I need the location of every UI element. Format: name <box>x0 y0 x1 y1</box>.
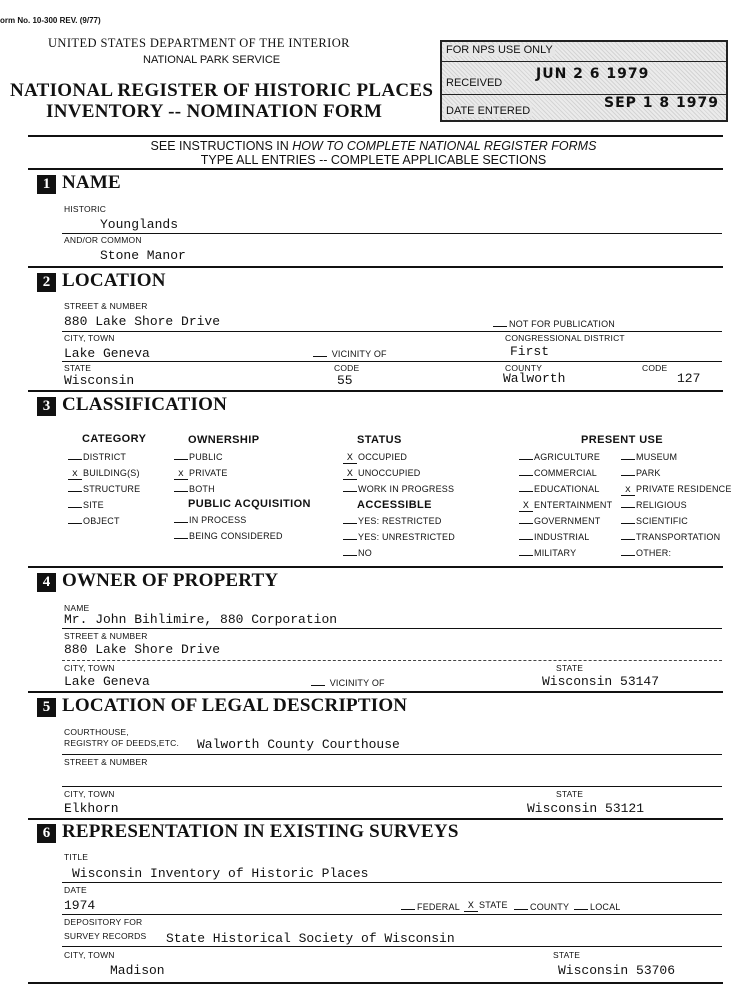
acquisition-checkbox-in-process <box>174 515 247 525</box>
present-use-heading: PRESENT USE <box>581 434 664 446</box>
accessible-checkbox-no <box>343 548 372 558</box>
check-mark <box>519 523 533 524</box>
section-1-heading: NAME <box>62 172 121 193</box>
accessible-heading: ACCESSIBLE <box>357 499 432 511</box>
check-mark <box>174 491 188 492</box>
category-checkbox-structure <box>68 484 140 494</box>
check-mark <box>174 459 188 460</box>
city-town-label: CITY, TOWN <box>64 333 115 343</box>
check-mark <box>519 491 533 492</box>
historic-name-value: Younglands <box>100 217 179 232</box>
use-checkbox-religious <box>621 500 687 510</box>
date-entered-stamp: SEP 1 8 1979 <box>604 95 719 111</box>
checkbox-label: COMMERCIAL <box>534 468 598 478</box>
depository-city-label: CITY, TOWN <box>64 950 115 960</box>
section-6-number: 6 <box>37 824 56 843</box>
county-code-value: 127 <box>677 371 701 386</box>
category-checkbox-building-s <box>68 468 140 480</box>
check-mark <box>68 491 82 492</box>
check-mark: x <box>174 470 188 480</box>
section-4-heading: OWNER OF PROPERTY <box>62 570 279 591</box>
received-date-stamp: JUN 2 6 1979 <box>536 66 650 82</box>
checkbox-label: PRIVATE RESIDENCE <box>636 484 732 494</box>
depository-city-value: Madison <box>110 963 165 978</box>
level-county: COUNTY <box>514 902 569 912</box>
courthouse-label: COURTHOUSE, <box>64 727 129 737</box>
county-label: COUNTY <box>505 363 543 373</box>
check-mark <box>174 538 188 539</box>
use-checkbox-agriculture <box>519 452 600 462</box>
use-checkbox-museum <box>621 452 677 462</box>
use-checkbox-entertainment <box>519 500 612 512</box>
level-state: X STATE <box>464 900 508 912</box>
check-mark <box>343 555 357 556</box>
check-mark <box>174 522 188 523</box>
check-mark <box>621 555 635 556</box>
checkbox-label: STRUCTURE <box>83 484 141 494</box>
use-checkbox-government <box>519 516 601 526</box>
owner-name-label: NAME <box>64 603 90 613</box>
courthouse-value: Walworth County Courthouse <box>197 737 400 752</box>
state-value: Wisconsin <box>64 373 135 388</box>
category-heading: CATEGORY <box>82 433 147 445</box>
congressional-district-value: First <box>510 344 550 359</box>
section-3-number: 3 <box>37 397 56 416</box>
use-checkbox-educational <box>519 484 600 494</box>
ownership-checkbox-public <box>174 452 223 462</box>
check-mark <box>68 523 82 524</box>
checkbox-label: SCIENTIFIC <box>636 516 689 526</box>
instructions-line1: SEE INSTRUCTIONS IN HOW TO COMPLETE NATIONAL REGISTER FORMS <box>150 139 597 153</box>
checkbox-label: BEING CONSIDERED <box>189 531 283 541</box>
check-mark: x <box>621 486 635 496</box>
section-6-heading: REPRESENTATION IN EXISTING SURVEYS <box>62 821 459 842</box>
accessible-checkbox-yes-restricted <box>343 516 442 526</box>
accessible-checkbox-yes-unrestricted <box>343 532 455 542</box>
instructions-line2: TYPE ALL ENTRIES -- COMPLETE APPLICABLE SECTIONS <box>200 153 547 167</box>
checkbox-label: AGRICULTURE <box>534 452 601 462</box>
checkbox-label: TRANSPORTATION <box>636 532 721 542</box>
acquisition-checkbox-being-considered <box>174 531 283 541</box>
use-checkbox-transportation <box>621 532 720 542</box>
use-checkbox-commercial <box>519 468 597 478</box>
status-heading: STATUS <box>357 434 402 446</box>
check-mark <box>621 523 635 524</box>
checkbox-label: IN PROCESS <box>189 515 247 525</box>
checkbox-label: OCCUPIED <box>358 452 408 462</box>
checkbox-label: PRIVATE <box>189 468 228 478</box>
check-mark <box>519 539 533 540</box>
owner-vicinity-of: VICINITY OF <box>311 678 385 688</box>
street-number-label: STREET & NUMBER <box>64 301 148 311</box>
congressional-district-label: CONGRESSIONAL DISTRICT <box>505 333 625 343</box>
county-value: Walworth <box>503 371 566 386</box>
owner-street-value: 880 Lake Shore Drive <box>64 642 221 657</box>
city-value: Lake Geneva <box>64 346 150 361</box>
use-checkbox-military <box>519 548 576 558</box>
checkbox-label: BUILDING(S) <box>83 468 140 478</box>
checkbox-label: UNOCCUPIED <box>358 468 421 478</box>
courthouse-city-label: CITY, TOWN <box>64 789 115 799</box>
depository-state-label: STATE <box>553 950 581 960</box>
ownership-heading: OWNERSHIP <box>188 434 260 446</box>
state-code-value: 55 <box>337 373 353 388</box>
check-mark: x <box>68 470 82 480</box>
depository-label2: SURVEY RECORDS <box>64 931 147 941</box>
courthouse-city-value: Elkhorn <box>64 801 119 816</box>
check-mark <box>68 507 82 508</box>
check-mark <box>519 475 533 476</box>
status-checkbox-unoccupied <box>343 468 421 480</box>
depository-label1: DEPOSITORY FOR <box>64 917 143 927</box>
check-mark: X <box>343 454 357 464</box>
check-mark: X <box>519 502 533 512</box>
checkbox-label: INDUSTRIAL <box>534 532 590 542</box>
level-local: LOCAL <box>574 902 621 912</box>
checkbox-label: YES: UNRESTRICTED <box>358 532 455 542</box>
courthouse-state-label: STATE <box>556 789 584 799</box>
state-code-label: CODE <box>334 363 360 373</box>
check-mark <box>343 539 357 540</box>
courthouse-street-label: STREET & NUMBER <box>64 757 148 767</box>
check-mark <box>343 491 357 492</box>
service-name: NATIONAL PARK SERVICE <box>143 54 281 66</box>
section-5-heading: LOCATION OF LEGAL DESCRIPTION <box>62 695 408 716</box>
check-mark <box>621 459 635 460</box>
checkbox-label: YES: RESTRICTED <box>358 516 442 526</box>
category-checkbox-site <box>68 500 104 510</box>
checkbox-label: MUSEUM <box>636 452 678 462</box>
survey-title-value: Wisconsin Inventory of Historic Places <box>72 866 369 881</box>
historic-label: HISTORIC <box>64 204 107 214</box>
use-checkbox-other <box>621 548 671 558</box>
checkbox-label: OBJECT <box>83 516 120 526</box>
checkbox-label: WORK IN PROGRESS <box>358 484 455 494</box>
checkbox-label: BOTH <box>189 484 215 494</box>
section-1-number: 1 <box>37 175 56 194</box>
date-entered-label: DATE ENTERED <box>446 105 531 117</box>
use-checkbox-private-residence <box>621 484 732 496</box>
checkbox-label: MILITARY <box>534 548 577 558</box>
check-mark: X <box>343 470 357 480</box>
ownership-checkbox-private <box>174 468 228 480</box>
county-code-label: CODE <box>642 363 668 373</box>
checkbox-label: OTHER: <box>636 548 672 558</box>
checkbox-label: PARK <box>636 468 661 478</box>
survey-date-label: DATE <box>64 885 87 895</box>
survey-date-value: 1974 <box>64 898 96 913</box>
use-checkbox-industrial <box>519 532 590 542</box>
common-name-value: Stone Manor <box>100 248 186 263</box>
check-mark <box>621 475 635 476</box>
common-name-label: AND/OR COMMON <box>64 235 142 245</box>
status-checkbox-work-in-progress <box>343 484 454 494</box>
owner-state-label: STATE <box>556 663 584 673</box>
section-2-number: 2 <box>37 273 56 292</box>
check-mark <box>519 555 533 556</box>
checkbox-label: PUBLIC <box>189 452 223 462</box>
survey-title-label: TITLE <box>64 852 89 862</box>
form-title-line2: INVENTORY -- NOMINATION FORM <box>46 101 383 122</box>
form-title-line1: NATIONAL REGISTER OF HISTORIC PLACES <box>10 80 434 101</box>
nps-box-heading: FOR NPS USE ONLY <box>446 44 553 56</box>
section-5-number: 5 <box>37 698 56 717</box>
checkbox-label: EDUCATIONAL <box>534 484 600 494</box>
received-label: RECEIVED <box>446 77 503 89</box>
depository-state-value: Wisconsin 53706 <box>558 963 676 978</box>
nps-use-box <box>440 40 728 122</box>
street-value: 880 Lake Shore Drive <box>64 314 221 329</box>
checkbox-label: DISTRICT <box>83 452 127 462</box>
depository-value: State Historical Society of Wisconsin <box>166 931 455 946</box>
owner-name-value: Mr. John Bihlimire, 880 Corporation <box>64 612 338 627</box>
check-mark <box>621 507 635 508</box>
checkbox-label: GOVERNMENT <box>534 516 601 526</box>
checkbox-label: ENTERTAINMENT <box>534 500 613 510</box>
owner-street-label: STREET & NUMBER <box>64 631 148 641</box>
owner-state-value: Wisconsin 53147 <box>542 674 660 689</box>
checkbox-label: NO <box>358 548 372 558</box>
section-4-number: 4 <box>37 573 56 592</box>
status-checkbox-occupied <box>343 452 407 464</box>
ownership-checkbox-both <box>174 484 215 494</box>
registry-label: REGISTRY OF DEEDS,ETC. <box>64 738 180 748</box>
check-mark <box>519 459 533 460</box>
check-mark <box>343 523 357 524</box>
category-checkbox-district <box>68 452 126 462</box>
check-mark <box>68 459 82 460</box>
form-number: orm No. 10-300 REV. (9/77) <box>0 16 101 25</box>
department-name: UNITED STATES DEPARTMENT OF THE INTERIOR <box>48 36 350 50</box>
use-checkbox-scientific <box>621 516 688 526</box>
checkbox-label: RELIGIOUS <box>636 500 687 510</box>
section-3-heading: CLASSIFICATION <box>62 394 228 415</box>
section-2-heading: LOCATION <box>62 270 166 291</box>
not-for-publication: NOT FOR PUBLICATION <box>493 319 615 329</box>
courthouse-state-value: Wisconsin 53121 <box>527 801 645 816</box>
check-mark <box>621 539 635 540</box>
level-federal: FEDERAL <box>401 902 460 912</box>
owner-city-label: CITY, TOWN <box>64 663 115 673</box>
state-label: STATE <box>64 363 92 373</box>
category-checkbox-object <box>68 516 120 526</box>
public-acquisition-heading: PUBLIC ACQUISITION <box>188 498 311 510</box>
checkbox-label: SITE <box>83 500 104 510</box>
vicinity-of: VICINITY OF <box>313 349 387 359</box>
owner-city-value: Lake Geneva <box>64 674 150 689</box>
use-checkbox-park <box>621 468 661 478</box>
